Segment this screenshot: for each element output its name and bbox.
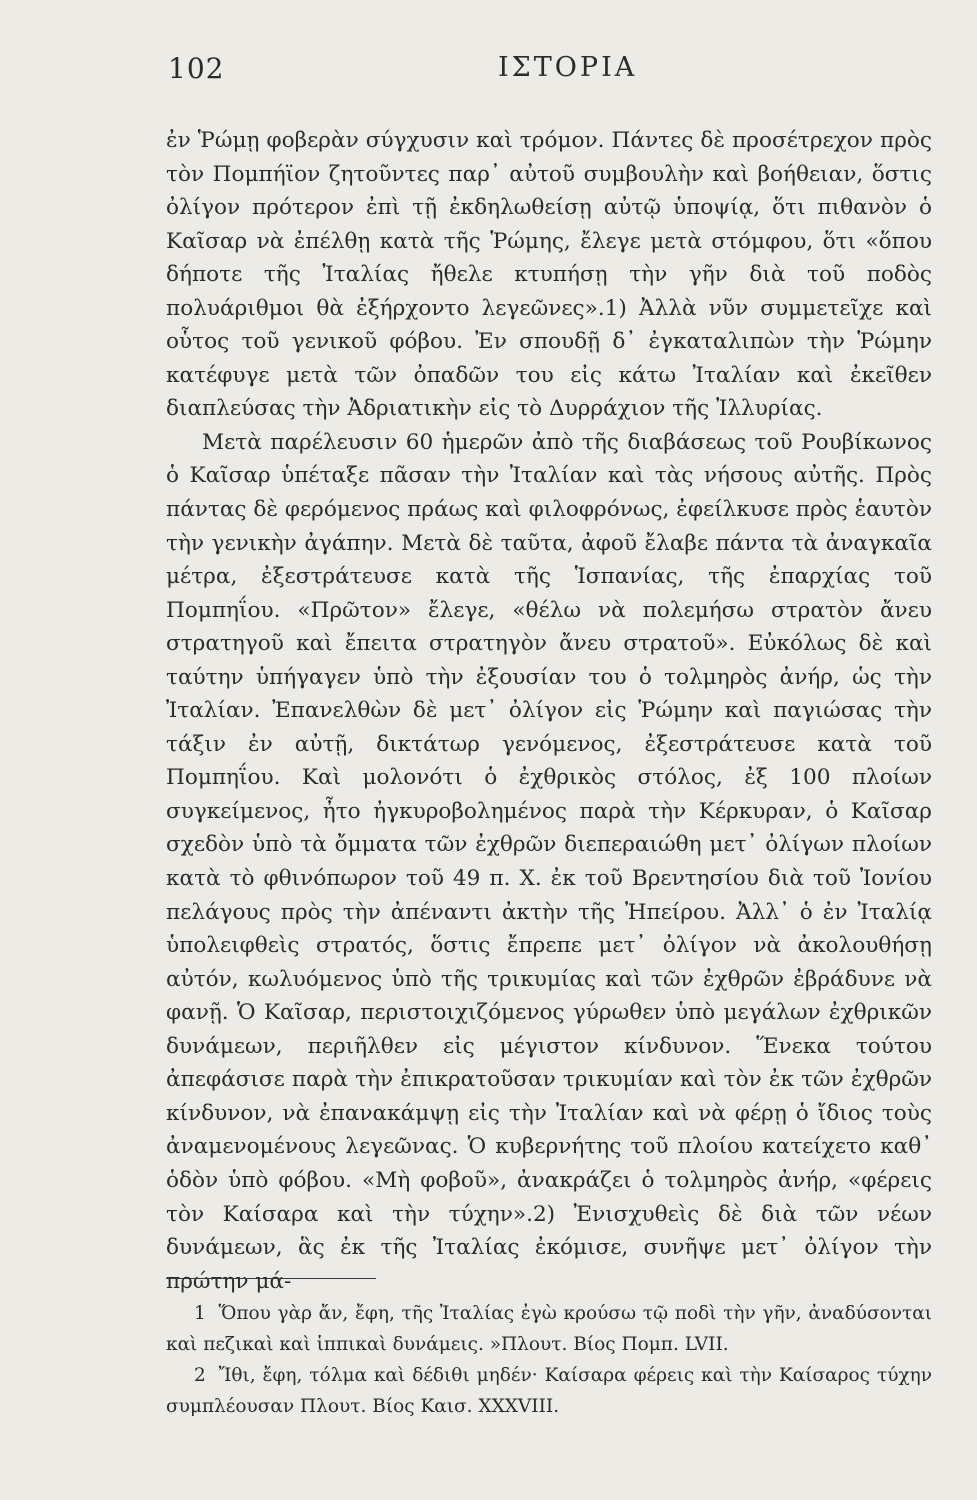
footnote-number: 1 [194,1303,206,1324]
page-header [168,52,928,92]
footnote-number: 2 [194,1365,206,1386]
footnotes [166,1298,932,1422]
footnote-text: Ὅπου γὰρ ἄν, ἔφη, τῆς Ἰταλίας ἐγὼ κρούσω τῷ ποδὶ τὴν γῆν, ἀναδύσονται καὶ πεζικαὶ καὶ ἱππικαὶ δυνάμεις. »Πλουτ. Βίος Πομπ. LVII. [166,1303,932,1355]
running-head: ΙΣΤΟΡΙΑ [498,52,638,83]
footnote-separator [166,1278,376,1279]
paragraph-2: Μετὰ παρέλευσιν 60 ἡμερῶν ἀπὸ τῆς διαβάσεως τοῦ Ρουβίκωνος ὁ Καῖσαρ ὑπέταξε πᾶσαν τὴν Ἰταλίαν καὶ τὰς νήσους αὐτῆς. Πρὸς πάντας δὲ φερόμενος πράως καὶ φιλοφρόνως, ἐφείλκυσε πρὸς ἑαυτὸν τὴν γενικὴν ἀγάπην. Μετὰ δὲ ταῦτα, ἀφοῦ ἔλαβε πάντα τὰ ἀναγκαῖα μέτρα, ἐξεστράτευσε κατὰ τῆς Ἱσπανίας, τῆς ἐπαρχίας τοῦ Πομπηΐου. «Πρῶτον» ἔλεγε, «θέλω νὰ πολεμήσω στρατὸν ἄνευ στρατηγοῦ καὶ ἔπειτα στρατηγὸν ἄνευ στρατοῦ». Εὐκόλως δὲ καὶ ταύτην ὑπήγαγεν ὑπὸ τὴν ἐξουσίαν του ὁ τολμηρὸς ἀνήρ, ὡς τὴν Ἰταλίαν. Ἐπανελθὼν δὲ μετ᾽ ὀλίγον εἰς Ῥώμην καὶ παγιώσας τὴν τάξιν ἐν αὐτῇ, δικτάτωρ γενόμενος, ἐξεστράτευσε κατὰ τοῦ Πομπηΐου. Καὶ μολονότι ὁ ἐχθρικὸς στόλος, ἐξ 100 πλοίων συγκείμενος, ἦτο ἠγκυροβολημένος παρὰ τὴν Κέρκυραν, ὁ Καῖσαρ σχεδὸν ὑπὸ τὰ ὄμματα τῶν ἐχθρῶν διεπεραιώθη μετ᾽ ὀλίγων πλοίων κατὰ τὸ φθινόπωρον τοῦ 49 π. Χ. ἐκ τοῦ Βρεντησίου διὰ τοῦ Ἰονίου πελάγους πρὸς τὴν ἀπέναντι ἀκτὴν τῆς Ἠπείρου. Ἀλλ᾽ ὁ ἐν Ἰταλίᾳ ὑπολειφθεὶς στρατός, ὅστις ἔπρεπε μετ᾽ ὀλίγον νὰ ἀκολουθήσῃ αὐτόν, κωλυόμενος ὑπὸ τῆς τρικυμίας καὶ τῶν ἐχθρῶν ἐβράδυνε νὰ φανῇ. Ὁ Καῖσαρ, περιστοιχιζόμενος γύρωθεν ὑπὸ μεγάλων ἐχθρικῶν δυνάμεων, περιῆλθεν εἰς μέγιστον κίνδυνον. Ἕνεκα τούτου ἀπεφάσισε παρὰ τὴν ἐπικρατοῦσαν τρικυμίαν καὶ τὸν ἐκ τῶν ἐχθρῶν κίνδυνον, νὰ ἐπανακάμψῃ εἰς τὴν Ἰταλίαν καὶ νὰ φέρῃ ὁ ἴδιος τοὺς ἀναμενομένους λεγεῶνας. Ὁ κυβερνήτης τοῦ πλοίου κατείχετο καθ᾽ ὁδὸν ὑπὸ φόβου. «Μὴ φοβοῦ», ἀνακράζει ὁ τολμηρὸς ἀνήρ, «φέρεις τὸν Καίσαρα καὶ τὴν τύχην».2) Ἐνισχυθεὶς δὲ διὰ τῶν νέων δυνάμεων, ἃς ἐκ τῆς Ἰταλίας ἐκόμισε, συνῆψε μετ᾽ ὀλίγον τὴν πρώτην μά- [166,429,932,1294]
footnote-text: Ἴθι, ἔφη, τόλμα καὶ δέδιθι μηδέν· Καίσαρα φέρεις καὶ τὴν Καίσαρος τύχην συμπλέουσαν Πλουτ. Βίος Καισ. XXXVIII. [166,1365,932,1417]
footnote-1 [166,1298,932,1360]
page-number: 102 [168,52,225,85]
main-text [166,124,932,1298]
paragraph-1: ἐν Ῥώμῃ φοβερὰν σύγχυσιν καὶ τρόμον. Πάντες δὲ προσέτρεχον πρὸς τὸν Πομπήϊον ζητοῦντες παρ᾽ αὐτοῦ συμβουλὴν καὶ βοήθειαν, ὅστις ὀλίγον πρότερον ἐπὶ τῇ ἐκδηλωθείσῃ αὐτῷ ὑποψίᾳ, ὅτι πιθανὸν ὁ Καῖσαρ νὰ ἐπέλθῃ κατὰ τῆς Ῥώμης, ἔλεγε μετὰ στόμφου, ὅτι «ὅπου δήποτε τῆς Ἰταλίας ἤθελε κτυπήσῃ τὴν γῆν διὰ τοῦ ποδὸς πολυάριθμοι θὰ ἐξήρχοντο λεγεῶνες».1) Ἀλλὰ νῦν συμμετεῖχε καὶ οὗτος τοῦ γενικοῦ φόβου. Ἐν σπουδῇ δ᾽ ἐγκαταλιπὼν τὴν Ῥώμην κατέφυγε μετὰ τῶν ὀπαδῶν του εἰς κάτω Ἰταλίαν καὶ ἐκεῖθεν διαπλεύσας τὴν Ἀδριατικὴν εἰς τὸ Δυρράχιον τῆς Ἰλλυρίας. [166,128,932,422]
footnote-2 [166,1360,932,1422]
